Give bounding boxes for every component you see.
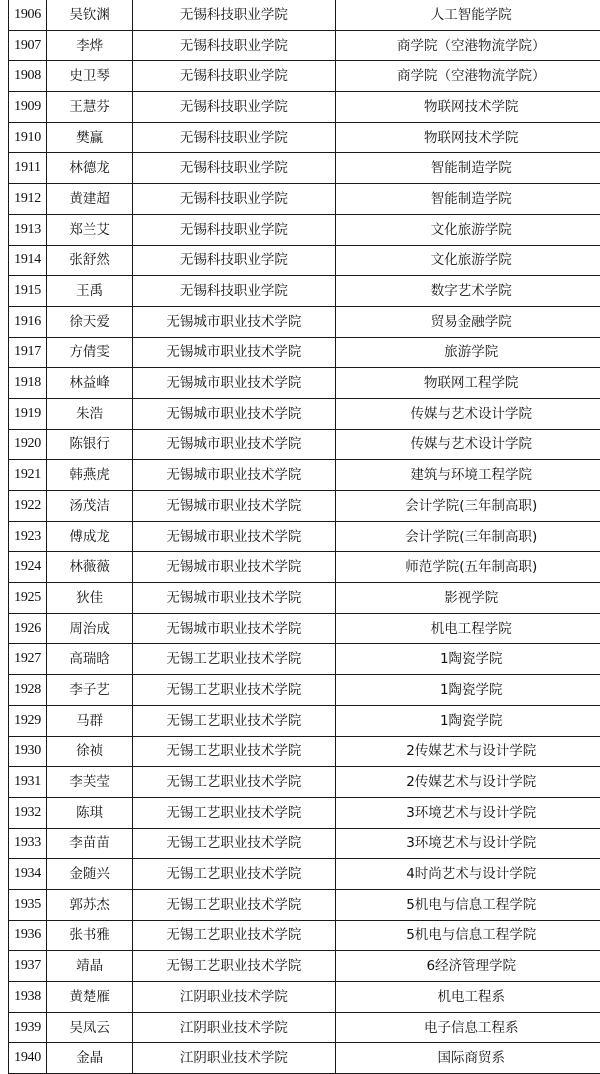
department-name-cell: 物联网技术学院 [335, 122, 600, 153]
row-number-cell: 1916 [9, 306, 47, 337]
school-name-cell: 无锡城市职业技术学院 [133, 398, 335, 429]
table-row [9, 276, 600, 307]
person-name-cell: 吴钦渊 [47, 0, 133, 30]
person-name-cell: 张舒然 [47, 245, 133, 276]
person-name-cell: 靖晶 [47, 951, 133, 982]
school-name-cell: 无锡工艺职业技术学院 [133, 736, 335, 767]
department-name-cell: 5机电与信息工程学院 [335, 920, 600, 951]
school-name-cell: 无锡工艺职业技术学院 [133, 767, 335, 798]
row-number-cell: 1918 [9, 368, 47, 399]
row-number-cell: 1907 [9, 30, 47, 61]
person-name-cell: 高瑞晗 [47, 644, 133, 675]
table-row [9, 797, 600, 828]
department-name-cell: 电子信息工程系 [335, 1012, 600, 1043]
department-name-cell: 传媒与艺术设计学院 [335, 429, 600, 460]
department-name-cell: 师范学院(五年制高职) [335, 552, 600, 583]
department-name-cell: 机电工程系 [335, 982, 600, 1013]
person-name-cell: 李苗苗 [47, 828, 133, 859]
person-name-cell: 李芙莹 [47, 767, 133, 798]
table-row [9, 1012, 600, 1043]
school-name-cell: 无锡工艺职业技术学院 [133, 951, 335, 982]
person-name-cell: 马群 [47, 705, 133, 736]
row-number-cell: 1926 [9, 613, 47, 644]
school-name-cell: 无锡城市职业技术学院 [133, 521, 335, 552]
row-number-cell: 1920 [9, 429, 47, 460]
table-row [9, 122, 600, 153]
row-number-cell: 1936 [9, 920, 47, 951]
row-number-cell: 1910 [9, 122, 47, 153]
person-name-cell: 傅成龙 [47, 521, 133, 552]
department-name-cell: 6经济管理学院 [335, 951, 600, 982]
row-number-cell: 1912 [9, 184, 47, 215]
department-name-cell: 会计学院(三年制高职) [335, 521, 600, 552]
row-number-cell: 1923 [9, 521, 47, 552]
person-name-cell: 汤茂洁 [47, 491, 133, 522]
table-row [9, 245, 600, 276]
row-number-cell: 1930 [9, 736, 47, 767]
table-row [9, 368, 600, 399]
row-number-cell: 1911 [9, 153, 47, 184]
table-row [9, 429, 600, 460]
person-name-cell: 陈银行 [47, 429, 133, 460]
department-name-cell: 3环境艺术与设计学院 [335, 828, 600, 859]
table-row [9, 736, 600, 767]
department-name-cell: 5机电与信息工程学院 [335, 889, 600, 920]
row-number-cell: 1940 [9, 1043, 47, 1074]
department-name-cell: 1陶瓷学院 [335, 705, 600, 736]
table-row [9, 613, 600, 644]
school-name-cell: 江阴职业技术学院 [133, 982, 335, 1013]
school-name-cell: 无锡城市职业技术学院 [133, 429, 335, 460]
department-name-cell: 机电工程学院 [335, 613, 600, 644]
row-number-cell: 1935 [9, 889, 47, 920]
table-row [9, 767, 600, 798]
school-name-cell: 无锡城市职业技术学院 [133, 306, 335, 337]
row-number-cell: 1917 [9, 337, 47, 368]
school-name-cell: 无锡科技职业学院 [133, 153, 335, 184]
row-number-cell: 1919 [9, 398, 47, 429]
table-row [9, 460, 600, 491]
department-name-cell: 文化旅游学院 [335, 214, 600, 245]
department-name-cell: 3环境艺术与设计学院 [335, 797, 600, 828]
department-name-cell: 国际商贸系 [335, 1043, 600, 1074]
person-name-cell: 金晶 [47, 1043, 133, 1074]
row-number-cell: 1928 [9, 675, 47, 706]
person-name-cell: 李子艺 [47, 675, 133, 706]
table-row [9, 30, 600, 61]
table-row [9, 214, 600, 245]
table-row [9, 920, 600, 951]
person-name-cell: 张书雅 [47, 920, 133, 951]
table-row [9, 491, 600, 522]
school-name-cell: 无锡城市职业技术学院 [133, 491, 335, 522]
person-name-cell: 王禹 [47, 276, 133, 307]
row-number-cell: 1939 [9, 1012, 47, 1043]
school-name-cell: 无锡工艺职业技术学院 [133, 675, 335, 706]
row-number-cell: 1931 [9, 767, 47, 798]
table-row [9, 982, 600, 1013]
school-name-cell: 无锡科技职业学院 [133, 214, 335, 245]
school-name-cell: 无锡城市职业技术学院 [133, 368, 335, 399]
school-name-cell: 无锡城市职业技术学院 [133, 337, 335, 368]
person-name-cell: 徐天爱 [47, 306, 133, 337]
school-name-cell: 无锡科技职业学院 [133, 92, 335, 123]
department-name-cell: 数字艺术学院 [335, 276, 600, 307]
school-name-cell: 无锡工艺职业技术学院 [133, 705, 335, 736]
school-name-cell: 无锡工艺职业技术学院 [133, 859, 335, 890]
person-name-cell: 徐祯 [47, 736, 133, 767]
department-name-cell: 1陶瓷学院 [335, 644, 600, 675]
person-name-cell: 樊赢 [47, 122, 133, 153]
school-name-cell: 无锡城市职业技术学院 [133, 613, 335, 644]
row-number-cell: 1927 [9, 644, 47, 675]
department-name-cell: 会计学院(三年制高职) [335, 491, 600, 522]
department-name-cell: 商学院（空港物流学院） [335, 30, 600, 61]
table-row [9, 1043, 600, 1074]
school-name-cell: 江阴职业技术学院 [133, 1043, 335, 1074]
school-name-cell: 无锡科技职业学院 [133, 184, 335, 215]
department-name-cell: 旅游学院 [335, 337, 600, 368]
school-name-cell: 无锡工艺职业技术学院 [133, 828, 335, 859]
school-name-cell: 无锡科技职业学院 [133, 30, 335, 61]
department-name-cell: 智能制造学院 [335, 153, 600, 184]
row-number-cell: 1932 [9, 797, 47, 828]
table-row [9, 889, 600, 920]
row-number-cell: 1914 [9, 245, 47, 276]
person-name-cell: 黄楚雁 [47, 982, 133, 1013]
table-row [9, 828, 600, 859]
row-number-cell: 1938 [9, 982, 47, 1013]
table-row [9, 951, 600, 982]
school-name-cell: 江阴职业技术学院 [133, 1012, 335, 1043]
row-number-cell: 1922 [9, 491, 47, 522]
table-row [9, 184, 600, 215]
school-name-cell: 无锡科技职业学院 [133, 245, 335, 276]
school-name-cell: 无锡科技职业学院 [133, 122, 335, 153]
table-row [9, 337, 600, 368]
table-row [9, 398, 600, 429]
person-name-cell: 林薇薇 [47, 552, 133, 583]
person-name-cell: 吴凤云 [47, 1012, 133, 1043]
school-name-cell: 无锡工艺职业技术学院 [133, 644, 335, 675]
person-name-cell: 史卫琴 [47, 61, 133, 92]
department-name-cell: 商学院（空港物流学院） [335, 61, 600, 92]
row-number-cell: 1929 [9, 705, 47, 736]
table-row [9, 705, 600, 736]
person-name-cell: 李烨 [47, 30, 133, 61]
person-name-cell: 朱浩 [47, 398, 133, 429]
school-name-cell: 无锡工艺职业技术学院 [133, 889, 335, 920]
row-number-cell: 1915 [9, 276, 47, 307]
department-name-cell: 智能制造学院 [335, 184, 600, 215]
person-name-cell: 黄建超 [47, 184, 133, 215]
department-name-cell: 物联网技术学院 [335, 92, 600, 123]
person-name-cell: 韩燕虎 [47, 460, 133, 491]
row-number-cell: 1908 [9, 61, 47, 92]
department-name-cell: 1陶瓷学院 [335, 675, 600, 706]
department-name-cell: 物联网工程学院 [335, 368, 600, 399]
department-name-cell: 4时尚艺术与设计学院 [335, 859, 600, 890]
table-row [9, 153, 600, 184]
person-name-cell: 林益峰 [47, 368, 133, 399]
department-name-cell: 影视学院 [335, 583, 600, 614]
department-name-cell: 文化旅游学院 [335, 245, 600, 276]
table-row [9, 306, 600, 337]
school-name-cell: 无锡科技职业学院 [133, 0, 335, 30]
table-row [9, 61, 600, 92]
person-name-cell: 郑兰艾 [47, 214, 133, 245]
school-name-cell: 无锡科技职业学院 [133, 61, 335, 92]
person-name-cell: 周治成 [47, 613, 133, 644]
roster-table-body [9, 0, 600, 1074]
row-number-cell: 1921 [9, 460, 47, 491]
table-row [9, 0, 600, 30]
table-row [9, 583, 600, 614]
school-name-cell: 无锡城市职业技术学院 [133, 583, 335, 614]
school-name-cell: 无锡科技职业学院 [133, 276, 335, 307]
row-number-cell: 1925 [9, 583, 47, 614]
school-name-cell: 无锡城市职业技术学院 [133, 552, 335, 583]
school-name-cell: 无锡城市职业技术学院 [133, 460, 335, 491]
row-number-cell: 1906 [9, 0, 47, 30]
row-number-cell: 1933 [9, 828, 47, 859]
department-name-cell: 人工智能学院 [335, 0, 600, 30]
row-number-cell: 1934 [9, 859, 47, 890]
person-name-cell: 陈琪 [47, 797, 133, 828]
department-name-cell: 2传媒艺术与设计学院 [335, 736, 600, 767]
school-name-cell: 无锡工艺职业技术学院 [133, 797, 335, 828]
table-row [9, 675, 600, 706]
person-name-cell: 方倩雯 [47, 337, 133, 368]
department-name-cell: 贸易金融学院 [335, 306, 600, 337]
table-row [9, 92, 600, 123]
person-name-cell: 郭苏杰 [47, 889, 133, 920]
table-row [9, 521, 600, 552]
person-name-cell: 林德龙 [47, 153, 133, 184]
table-row [9, 859, 600, 890]
row-number-cell: 1924 [9, 552, 47, 583]
person-name-cell: 王慧芬 [47, 92, 133, 123]
table-row [9, 644, 600, 675]
person-name-cell: 金随兴 [47, 859, 133, 890]
department-name-cell: 2传媒艺术与设计学院 [335, 767, 600, 798]
row-number-cell: 1909 [9, 92, 47, 123]
row-number-cell: 1937 [9, 951, 47, 982]
person-name-cell: 狄佳 [47, 583, 133, 614]
table-row [9, 552, 600, 583]
school-name-cell: 无锡工艺职业技术学院 [133, 920, 335, 951]
department-name-cell: 传媒与艺术设计学院 [335, 398, 600, 429]
row-number-cell: 1913 [9, 214, 47, 245]
department-name-cell: 建筑与环境工程学院 [335, 460, 600, 491]
roster-table [8, 0, 600, 1074]
